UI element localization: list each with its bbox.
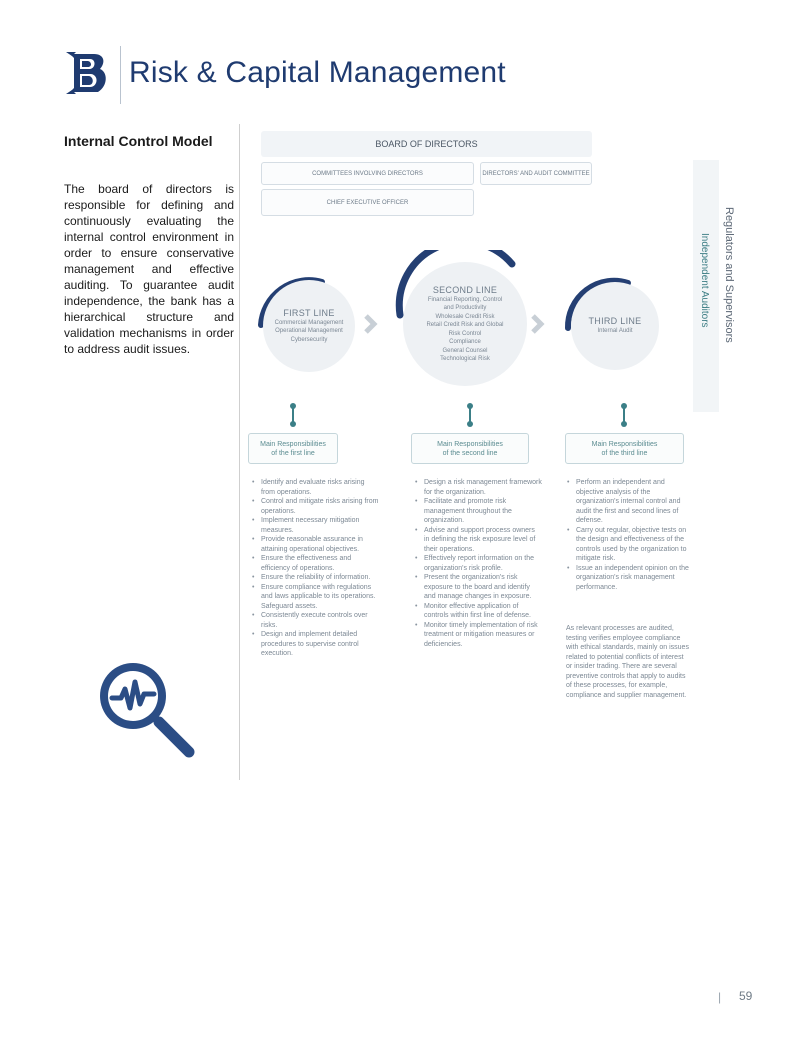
column-divider bbox=[239, 124, 240, 780]
list-item: • Control and mitigate risks arising from operations. bbox=[251, 497, 379, 516]
page-number: 59 bbox=[739, 989, 753, 1003]
list-item: • Design a risk management framework for the organization. bbox=[414, 478, 542, 497]
magnifier-pulse-icon bbox=[97, 660, 197, 760]
list-item: • Identify and evaluate risks arising from operations. bbox=[251, 478, 379, 497]
resp-head-line: Main Responsibilities bbox=[591, 440, 658, 448]
list-item: • Perform an independent and objective analysis of the organization's internal control and audit the first and second lines of defense. bbox=[566, 478, 694, 526]
third-line-title: THIRD LINE bbox=[588, 316, 642, 327]
list-item: • Carry out regular, objective tests on the design and effectiveness of the controls used by the organization to mitigate risk. bbox=[566, 526, 694, 564]
list-item: • Ensure the effectiveness and efficiency of operations. bbox=[251, 554, 379, 573]
regulators-label: Regulators and Supervisors bbox=[723, 207, 735, 343]
second-line-item: Risk Control bbox=[448, 330, 482, 337]
connector-first bbox=[292, 407, 294, 423]
committees-box: COMMITTEES INVOLVING DIRECTORS bbox=[261, 162, 474, 185]
ceo-box: CHIEF EXECUTIVE OFFICER bbox=[261, 189, 474, 216]
second-line-circle bbox=[403, 262, 527, 386]
first-line-circle bbox=[263, 280, 355, 372]
second-line-responsibilities bbox=[414, 478, 542, 649]
resp-head-line: Main Responsibilities bbox=[437, 440, 503, 448]
first-line-responsibilities bbox=[251, 478, 379, 659]
list-item: • Facilitate and promote risk management throughout the organization. bbox=[414, 497, 542, 526]
list-item: • Monitor timely implementation of risk treatment or mitigation measures or deficiencies. bbox=[414, 621, 542, 650]
second-line-item: Financial Reporting, Control bbox=[427, 296, 503, 303]
third-line-responsibilities bbox=[566, 478, 694, 592]
second-line-item: Wholesale Credit Risk bbox=[435, 313, 495, 320]
first-line-item: Cybersecurity bbox=[290, 336, 328, 343]
first-line-title: FIRST LINE bbox=[283, 307, 335, 318]
section-title: Internal Control Model bbox=[64, 133, 213, 149]
intro-paragraph: The board of directors is responsible for defining and continuously evaluating the internal control environment in order to ensure conservative management and effective auditing. To guarantee audit independence, the bank has a hierarchical structure and validation mechanisms in order to address audit issues. bbox=[64, 182, 234, 356]
list-item: • Issue an independent opinion on the organization's risk management performance. bbox=[566, 564, 694, 593]
list-item: • Ensure the reliability of information. bbox=[251, 573, 379, 583]
gothic-b-logo-icon bbox=[64, 48, 108, 98]
resp-head-line: Main Responsibilities bbox=[260, 440, 326, 448]
second-line-item: General Counsel bbox=[442, 347, 488, 354]
resp-head-first bbox=[248, 433, 338, 464]
list-item: • Implement necessary mitigation measures. bbox=[251, 516, 379, 535]
resp-head-second bbox=[411, 433, 529, 464]
second-line-item: Retail Credit Risk and Global bbox=[426, 322, 504, 328]
second-line-title: SECOND LINE bbox=[432, 284, 498, 295]
audit-committee-box: DIRECTORS' AND AUDIT COMMITTEE bbox=[480, 162, 592, 185]
list-item: • Advise and support process owners in defining the risk exposure level of their operations. bbox=[414, 526, 542, 555]
list-item: • Design and implement detailed procedures to supervise control execution. bbox=[251, 630, 379, 659]
resp-head-line: of the second line bbox=[442, 449, 498, 457]
first-line-item: Operational Management bbox=[275, 328, 343, 335]
first-line-item: Commercial Management bbox=[274, 319, 344, 326]
list-item: • Present the organization's risk exposure to the board and identify and manage changes in exposure. bbox=[414, 573, 542, 602]
resp-head-line: of the first line bbox=[271, 449, 315, 457]
resp-head-third bbox=[565, 433, 684, 464]
list-item: • Ensure compliance with regulations and laws applicable to its operations. Safeguard assets. bbox=[251, 583, 379, 612]
list-item: • Effectively report information on the organization's risk profile. bbox=[414, 554, 542, 573]
third-line-item: Internal Audit bbox=[597, 328, 633, 335]
footer-separator: | bbox=[718, 990, 722, 1004]
connector-third bbox=[623, 407, 625, 423]
second-line-item: Technological Risk bbox=[440, 356, 490, 362]
resp-head-line: of the third line bbox=[601, 449, 648, 457]
list-item: • Monitor effective application of controls within first line of defense. bbox=[414, 602, 542, 621]
header-divider bbox=[120, 46, 121, 104]
third-line-note: As relevant processes are audited, testing verifies employee compliance with ethical standards, mainly on issues related to potential conflicts of interest or insider trading. There are several preventive controls that apply to audits of these processes, for example, compliance and supplier management. bbox=[566, 625, 689, 699]
second-line-item: Compliance bbox=[449, 339, 481, 345]
list-item: • Provide reasonable assurance in attaining operational objectives. bbox=[251, 535, 379, 554]
second-line-item: and Productivity bbox=[443, 305, 487, 311]
third-line-circle bbox=[571, 282, 659, 370]
list-item: • Consistently execute controls over risks. bbox=[251, 611, 379, 630]
document-title: Risk & Capital Management bbox=[129, 56, 506, 89]
connector-second bbox=[469, 407, 471, 423]
auditors-label: Independent Auditors bbox=[699, 233, 710, 328]
board-of-directors-box: BOARD OF DIRECTORS bbox=[261, 131, 592, 157]
